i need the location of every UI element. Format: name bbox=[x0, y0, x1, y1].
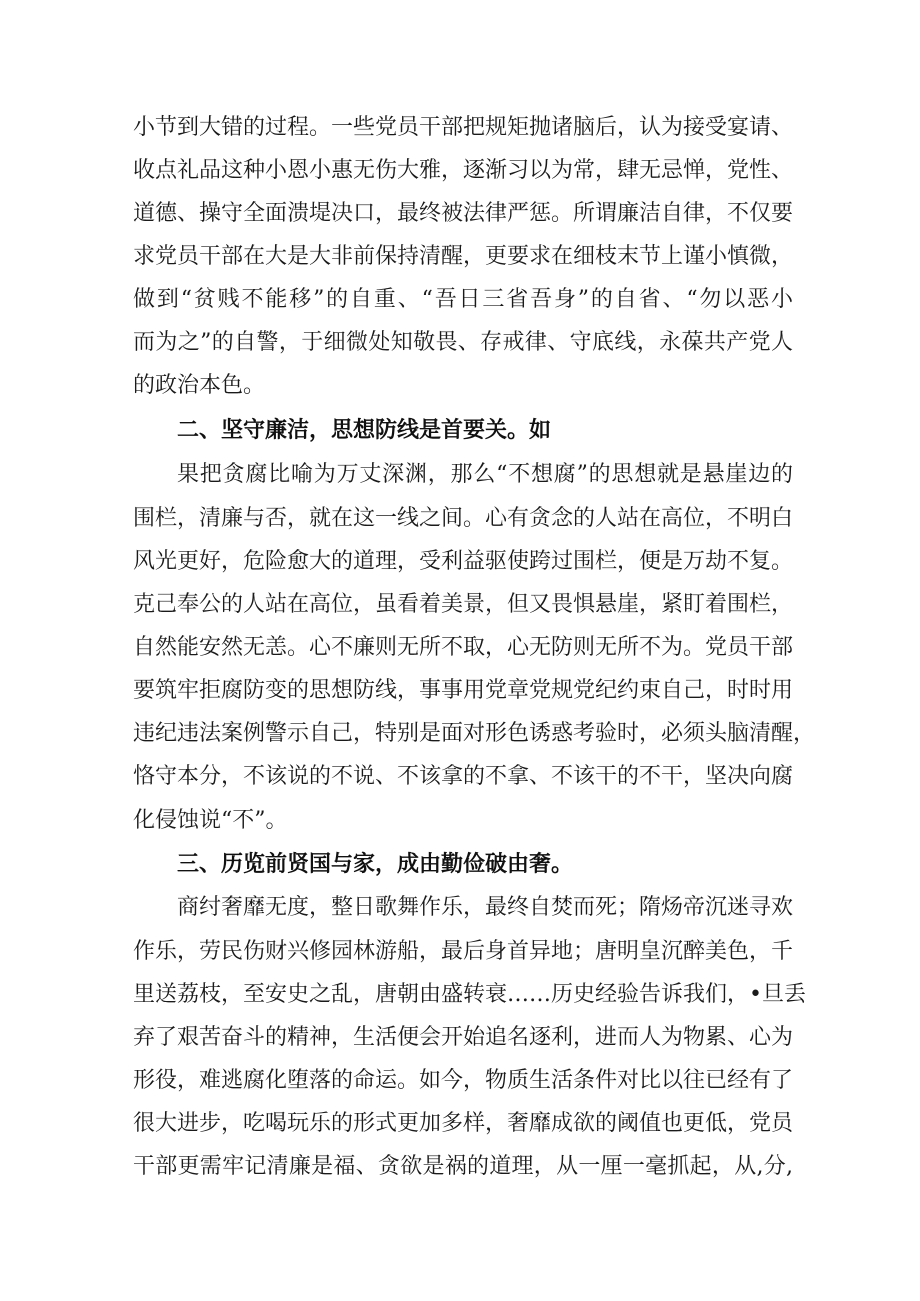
paragraph-line: 克己奉公的人站在高位，虽看着美景，但又畏惧悬崖，紧盯着围栏， bbox=[133, 592, 794, 617]
paragraph-line: 违纪违法案例警示自己，特别是面对形色诱惑考验时，必须头脑清醒， bbox=[133, 721, 816, 746]
paragraph-line: 果把贪腐比喻为万丈深渊，那么“不想腐”的思想就是悬崖边的 bbox=[177, 462, 793, 487]
paragraph-line: 恪守本分，不该说的不说、不该拿的不拿、不该干的不干，坚决向腐 bbox=[133, 764, 794, 789]
paragraph-line: 干部更需牢记清廉是福、贪欲是祸的道理，从一厘一毫抓起，从,分, bbox=[133, 1154, 793, 1179]
paragraph-line: 很大进步，吃喝玩乐的形式更加多样，奢靡成欲的阈值也更低，党员 bbox=[133, 1111, 794, 1136]
paragraph-line: 道德、操守全面溃堤决口，最终被法律严惩。所谓廉洁自律，不仅要 bbox=[133, 201, 794, 226]
paragraph-line: 形役，难逃腐化堕落的命运。如今，物质生活条件对比以往已经有了 bbox=[133, 1068, 794, 1093]
paragraph-line: 作乐，劳民伤财兴修园林游船，最后身首异地；唐明皇沉醉美色，千 bbox=[133, 939, 794, 964]
paragraph-line: 求党员干部在大是大非前保持清醒，更要求在细枝末节上谨小慎微， bbox=[133, 244, 794, 269]
paragraph-line: 小节到大错的过程。一些党员干部把规矩抛诸脑后，认为接受宴请、 bbox=[133, 115, 794, 140]
paragraph-line: 自然能安然无恙。心不廉则无所不取，心无防则无所不为。党员干部 bbox=[133, 635, 794, 660]
paragraph-line: 弃了艰苦奋斗的精神，生活便会开始追名逐利，进而人为物累、心为 bbox=[133, 1025, 794, 1050]
paragraph-line: 商纣奢靡无度，整日歌舞作乐，最终自焚而死；隋炀帝沉迷寻欢 bbox=[177, 895, 794, 920]
paragraph-line: 的政治本色。 bbox=[133, 373, 266, 398]
paragraph-line: 里送荔枝，至安史之乱，唐朝由盛转衰……历史经验告诉我们，•旦丢 bbox=[133, 982, 806, 1007]
paragraph-line: 做到“贫贱不能移”的自重、“吾日三省吾身”的自省、“勿以恶小 bbox=[133, 287, 793, 312]
paragraph-line: 化侵蚀说“不”。 bbox=[133, 808, 288, 833]
paragraph-line: 收点礼品这种小恩小惠无伤大雅，逐渐习以为常，肆无忌惮，党性、 bbox=[133, 158, 794, 183]
paragraph-line: 而为之”的自警，于细微处知敬畏、存戒律、守底线，永葆共产党人 bbox=[133, 330, 793, 355]
paragraph-line: 围栏，清廉与否，就在这一线之间。心有贪念的人站在高位，不明白 bbox=[133, 506, 794, 531]
paragraph-line: 风光更好，危险愈大的道理，受利益驱使跨过围栏，便是万劫不复。 bbox=[133, 549, 794, 574]
section-heading: 三、历览前贤国与家，成由勤俭破由奢。 bbox=[177, 852, 574, 877]
paragraph-line: 要筑牢拒腐防变的思想防线，事事用党章党规党纪约束自己，时时用 bbox=[133, 678, 794, 703]
section-heading: 二、坚守廉洁，思想防线是首要关。如 bbox=[177, 418, 552, 443]
